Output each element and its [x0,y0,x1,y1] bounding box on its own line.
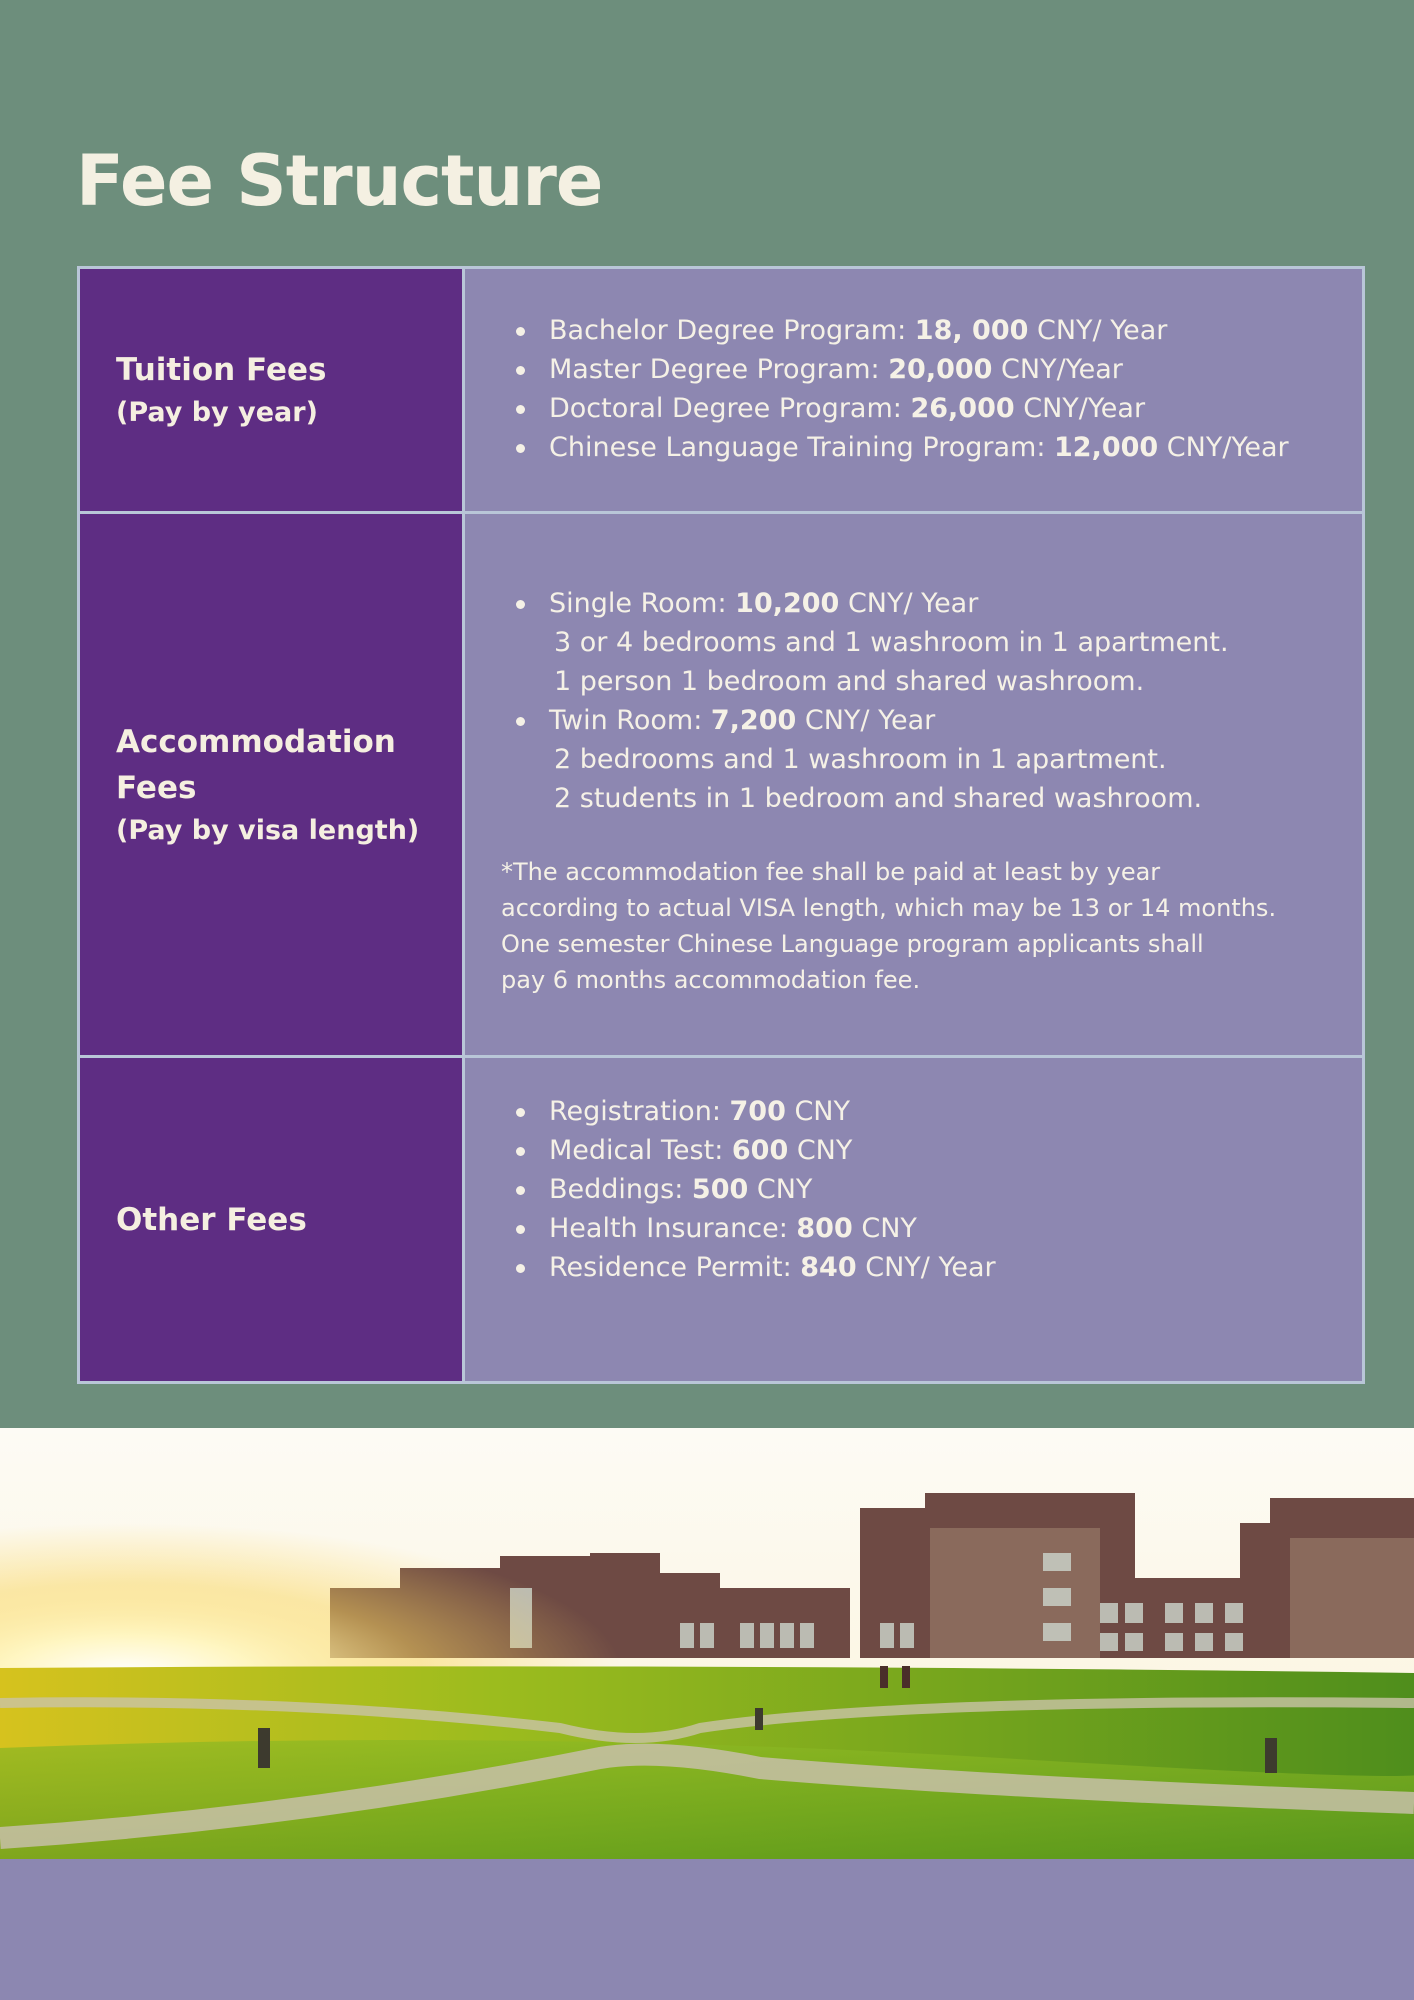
accommodation-label: Accommodation [116,723,396,760]
other-fees-label-cell [80,1058,465,1381]
page-title: Fee Structure [76,140,603,222]
twin-room-desc-1: 2 bedrooms and 1 washroom in 1 apartment. [554,744,1167,775]
list-item: Health Insurance: 800 CNY [501,1209,1342,1248]
accommodation-content-cell [465,514,1362,1055]
other-fees-list [501,1092,1342,1287]
single-room-desc-1: 3 or 4 bedrooms and 1 washroom in 1 apartment. [554,627,1229,658]
list-item: Beddings: 500 CNY [501,1170,1342,1209]
tuition-label-cell [80,269,465,511]
footer-band [0,1859,1414,2000]
list-item: Medical Test: 600 CNY [501,1131,1342,1170]
list-item: Single Room: 10,200 CNY/ Year [501,584,1342,623]
tuition-label: Tuition Fees [116,352,327,388]
tuition-row [80,269,1362,514]
list-item: Bachelor Degree Program: 18, 000 CNY/ Year [501,311,1342,350]
fee-table [77,266,1365,1384]
accommodation-row [80,514,1362,1058]
accommodation-label-cell [80,514,465,1055]
single-room-desc-2: 1 person 1 bedroom and shared washroom. [554,666,1145,697]
accommodation-list-2 [501,701,1342,740]
list-item: Twin Room: 7,200 CNY/ Year [501,701,1342,740]
other-fees-content-cell [465,1058,1362,1381]
other-fees-row [80,1058,1362,1381]
accommodation-note: *The accommodation fee shall be paid at least by year according to actual VISA length, which may be 13 or 14 months. One semester Chinese Language program applicants shall pay 6 months accommodation fee. [501,858,1277,994]
list-item: Doctoral Degree Program: 26,000 CNY/Year [501,389,1342,428]
tuition-content-cell [465,269,1362,511]
campus-photo [0,1428,1414,1859]
tuition-list [501,311,1342,467]
other-fees-label: Other Fees [116,1201,307,1238]
list-item: Residence Permit: 840 CNY/ Year [501,1248,1342,1287]
list-item: Master Degree Program: 20,000 CNY/Year [501,350,1342,389]
list-item: Registration: 700 CNY [501,1092,1342,1131]
tuition-sub-label: (Pay by year) [116,397,318,428]
twin-room-desc-2: 2 students in 1 bedroom and shared washroom. [554,783,1203,814]
accommodation-sub-label: (Pay by visa length) [116,814,420,846]
accommodation-list [501,584,1342,623]
list-item: Chinese Language Training Program: 12,000 CNY/Year [501,428,1342,467]
accommodation-label-2: Fees [116,769,197,806]
